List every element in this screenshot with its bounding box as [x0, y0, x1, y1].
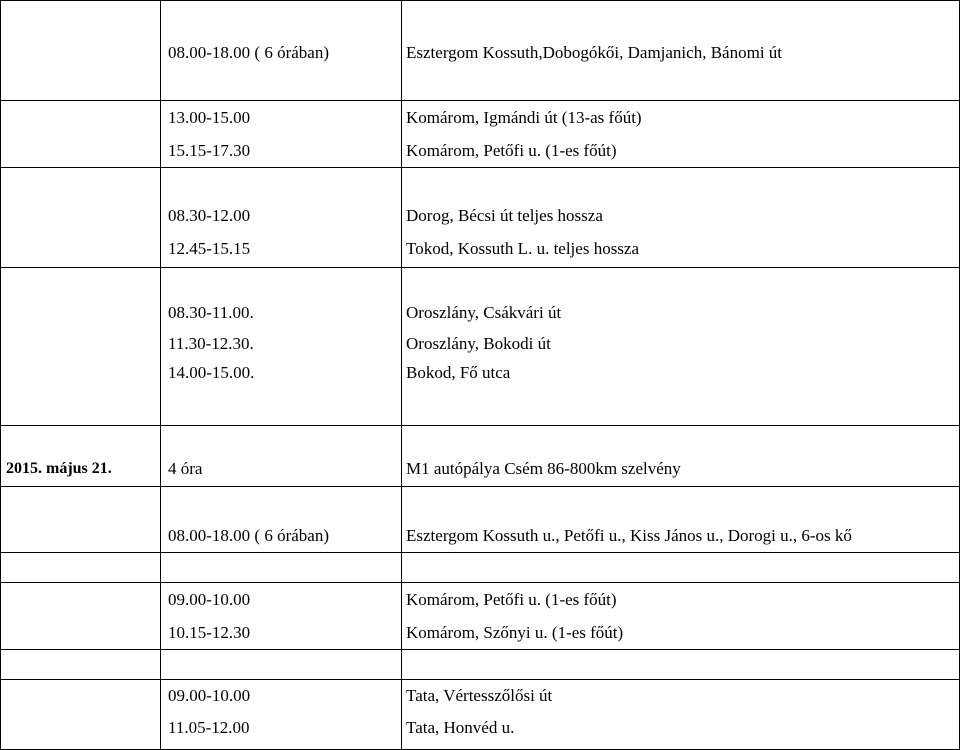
table-row — [0, 712, 960, 743]
table-row — [0, 650, 960, 681]
location-cell: Komárom, Igmándi út (13-as főút) — [406, 108, 642, 127]
row-divider — [0, 0, 960, 1]
table-row — [0, 520, 960, 551]
table-row — [0, 390, 960, 421]
date-cell: 2015. május 21. — [6, 460, 112, 477]
table-row — [0, 233, 960, 264]
time-cell: 08.00-18.00 ( 6 órában) — [168, 43, 329, 62]
time-cell: 10.15-12.30 — [168, 623, 251, 642]
time-cell: 08.30-12.00 — [168, 206, 251, 225]
table-row — [0, 617, 960, 648]
table-row — [0, 453, 960, 484]
table-row — [0, 297, 960, 328]
table-row — [0, 553, 960, 584]
time-cell: 12.45-15.15 — [168, 239, 251, 258]
location-cell: Komárom, Petőfi u. (1-es főút) — [406, 590, 617, 609]
table-row — [0, 680, 960, 711]
table-row — [0, 357, 960, 388]
location-cell: Komárom, Petőfi u. (1-es főút) — [406, 141, 617, 160]
location-cell: Esztergom Kossuth,Dobogókői, Damjanich, Bánomi út — [406, 43, 783, 62]
location-cell: Tokod, Kossuth L. u. teljes hossza — [406, 239, 640, 258]
location-cell: Komárom, Szőnyi u. (1-es főút) — [406, 623, 624, 642]
time-cell: 13.00-15.00 — [168, 108, 251, 127]
table-row — [0, 168, 960, 199]
time-cell: 08.30-11.00. — [168, 303, 254, 322]
table-row — [0, 487, 960, 518]
table-row — [0, 70, 960, 101]
table-row — [0, 584, 960, 615]
time-cell: 4 óra — [168, 459, 203, 478]
table-row — [0, 200, 960, 231]
table-row — [0, 328, 960, 359]
table-row — [0, 423, 960, 454]
time-cell: 11.05-12.00 — [168, 718, 250, 737]
table-row — [0, 37, 960, 68]
table-row — [0, 5, 960, 36]
table-row — [0, 135, 960, 166]
location-cell: Oroszlány, Csákvári út — [406, 303, 562, 322]
time-cell: 08.00-18.00 ( 6 órában) — [168, 526, 329, 545]
location-cell: Tata, Honvéd u. — [406, 718, 515, 737]
time-cell: 14.00-15.00. — [168, 363, 255, 382]
location-cell: Dorog, Bécsi út teljes hossza — [406, 206, 603, 225]
time-cell: 09.00-10.00 — [168, 686, 251, 705]
table-row — [0, 265, 960, 296]
location-cell: Tata, Vértesszőlősi út — [406, 686, 553, 705]
time-cell: 11.30-12.30. — [168, 334, 254, 353]
time-cell: 15.15-17.30 — [168, 141, 251, 160]
location-cell: M1 autópálya Csém 86-800km szelvény — [406, 459, 681, 478]
time-cell: 09.00-10.00 — [168, 590, 251, 609]
location-cell: Esztergom Kossuth u., Petőfi u., Kiss János u., Dorogi u., 6-os kő — [406, 526, 852, 545]
location-cell: Bokod, Fő utca — [406, 363, 511, 382]
location-cell: Oroszlány, Bokodi út — [406, 334, 551, 353]
table-row — [0, 102, 960, 133]
